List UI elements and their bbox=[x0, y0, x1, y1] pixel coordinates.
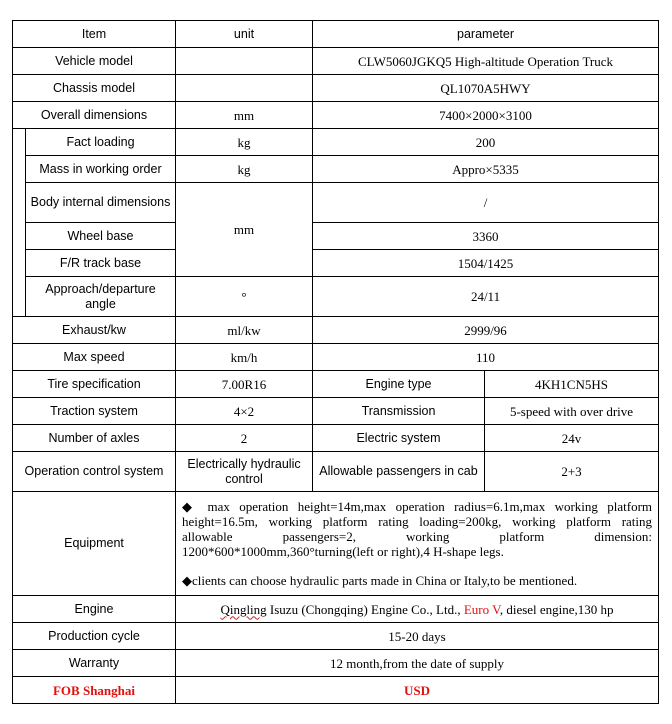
electric-value: 24v bbox=[485, 425, 659, 452]
passengers-value: 2+3 bbox=[485, 452, 659, 492]
transmission-label: Transmission bbox=[313, 398, 485, 425]
dimension-unit: mm bbox=[176, 183, 313, 277]
axles-label: Number of axles bbox=[13, 425, 176, 452]
overall-dimensions-value: 7400×2000×3100 bbox=[313, 102, 659, 129]
fact-loading-unit: kg bbox=[176, 129, 313, 156]
indent-spacer bbox=[13, 129, 26, 317]
chassis-model-unit bbox=[176, 75, 313, 102]
tire-value: 7.00R16 bbox=[176, 371, 313, 398]
engine-type-label: Engine type bbox=[313, 371, 485, 398]
equipment-description bbox=[176, 492, 659, 596]
equipment-text-2: clients can choose hydraulic parts made in China or Italy,to be mentioned. bbox=[192, 573, 578, 588]
max-speed-label: Max speed bbox=[13, 344, 176, 371]
spec-sheet bbox=[12, 20, 659, 704]
engine-type-value: 4KH1CN5HS bbox=[485, 371, 659, 398]
track-base-value: 1504/1425 bbox=[313, 250, 659, 277]
table-row bbox=[13, 492, 659, 596]
table-row bbox=[13, 102, 659, 129]
vehicle-model-value: CLW5060JGKQ5 High-altitude Operation Truck bbox=[313, 48, 659, 75]
table-row bbox=[13, 317, 659, 344]
vehicle-model-unit bbox=[176, 48, 313, 75]
diamond-bullet-icon: ◆ bbox=[182, 573, 192, 588]
header-item: Item bbox=[13, 21, 176, 48]
table-row bbox=[13, 183, 659, 223]
table-row bbox=[13, 48, 659, 75]
mass-working-unit: kg bbox=[176, 156, 313, 183]
tire-label: Tire specification bbox=[13, 371, 176, 398]
passengers-label: Allowable passengers in cab bbox=[313, 452, 485, 492]
engine-maker: Isuzu (Chongqing) Engine Co., Ltd., bbox=[266, 601, 464, 617]
table-row bbox=[13, 344, 659, 371]
electric-label: Electric system bbox=[313, 425, 485, 452]
table-row bbox=[13, 277, 659, 317]
equipment-line-1 bbox=[182, 499, 652, 559]
engine-spec: , diesel engine,130 hp bbox=[499, 601, 614, 617]
mass-working-label: Mass in working order bbox=[26, 156, 176, 183]
transmission-value: 5-speed with over drive bbox=[485, 398, 659, 425]
wheel-base-label: Wheel base bbox=[26, 223, 176, 250]
fob-label: FOB Shanghai bbox=[13, 677, 176, 704]
equipment-line-2 bbox=[182, 573, 652, 588]
table-row bbox=[13, 677, 659, 704]
table-row bbox=[13, 452, 659, 492]
warranty-label: Warranty bbox=[13, 650, 176, 677]
engine-value bbox=[176, 596, 659, 623]
table-row bbox=[13, 596, 659, 623]
mass-working-value: Appro×5335 bbox=[313, 156, 659, 183]
track-base-label: F/R track base bbox=[26, 250, 176, 277]
header-parameter: parameter bbox=[313, 21, 659, 48]
body-internal-value: / bbox=[313, 183, 659, 223]
exhaust-value: 2999/96 bbox=[313, 317, 659, 344]
overall-dimensions-unit: mm bbox=[176, 102, 313, 129]
equipment-text-1: max operation height=14m,max operation radius=6.1m,max working platform height=16.5m, working platform rating loading=200kg, working platform rating allowable passengers=2, working platform dimension: 1200*600*1000mm,360°turning(left or right),4 H-shape legs. bbox=[182, 499, 653, 559]
overall-dimensions-label: Overall dimensions bbox=[13, 102, 176, 129]
max-speed-value: 110 bbox=[313, 344, 659, 371]
engine-emission: Euro V bbox=[463, 601, 500, 617]
approach-label: Approach/departure angle bbox=[26, 277, 176, 317]
axles-value: 2 bbox=[176, 425, 313, 452]
diamond-bullet-icon: ◆ bbox=[182, 499, 199, 514]
wheel-base-value: 3360 bbox=[313, 223, 659, 250]
table-row bbox=[13, 623, 659, 650]
warranty-value: 12 month,from the date of supply bbox=[176, 650, 659, 677]
table-row bbox=[13, 425, 659, 452]
fob-value: USD bbox=[176, 677, 659, 704]
table-row bbox=[13, 371, 659, 398]
approach-unit: ° bbox=[176, 277, 313, 317]
chassis-model-value: QL1070A5HWY bbox=[313, 75, 659, 102]
exhaust-label: Exhaust/kw bbox=[13, 317, 176, 344]
table-row bbox=[13, 398, 659, 425]
engine-label: Engine bbox=[13, 596, 176, 623]
table-row bbox=[13, 75, 659, 102]
table-row bbox=[13, 650, 659, 677]
exhaust-unit: ml/kw bbox=[176, 317, 313, 344]
traction-label: Traction system bbox=[13, 398, 176, 425]
vehicle-model-label: Vehicle model bbox=[13, 48, 176, 75]
table-row bbox=[13, 223, 659, 250]
table-row bbox=[13, 129, 659, 156]
header-row bbox=[13, 21, 659, 48]
operation-control-value: Electrically hydraulic control bbox=[176, 452, 313, 492]
table-row bbox=[13, 156, 659, 183]
chassis-model-label: Chassis model bbox=[13, 75, 176, 102]
traction-value: 4×2 bbox=[176, 398, 313, 425]
fact-loading-label: Fact loading bbox=[26, 129, 176, 156]
production-label: Production cycle bbox=[13, 623, 176, 650]
operation-control-label: Operation control system bbox=[13, 452, 176, 492]
max-speed-unit: km/h bbox=[176, 344, 313, 371]
body-internal-label: Body internal dimensions bbox=[26, 183, 176, 223]
header-unit: unit bbox=[176, 21, 313, 48]
engine-brand: Qingling bbox=[220, 601, 267, 617]
fact-loading-value: 200 bbox=[313, 129, 659, 156]
spec-table bbox=[12, 20, 659, 704]
approach-value: 24/11 bbox=[313, 277, 659, 317]
production-value: 15-20 days bbox=[176, 623, 659, 650]
equipment-label: Equipment bbox=[13, 492, 176, 596]
table-row bbox=[13, 250, 659, 277]
